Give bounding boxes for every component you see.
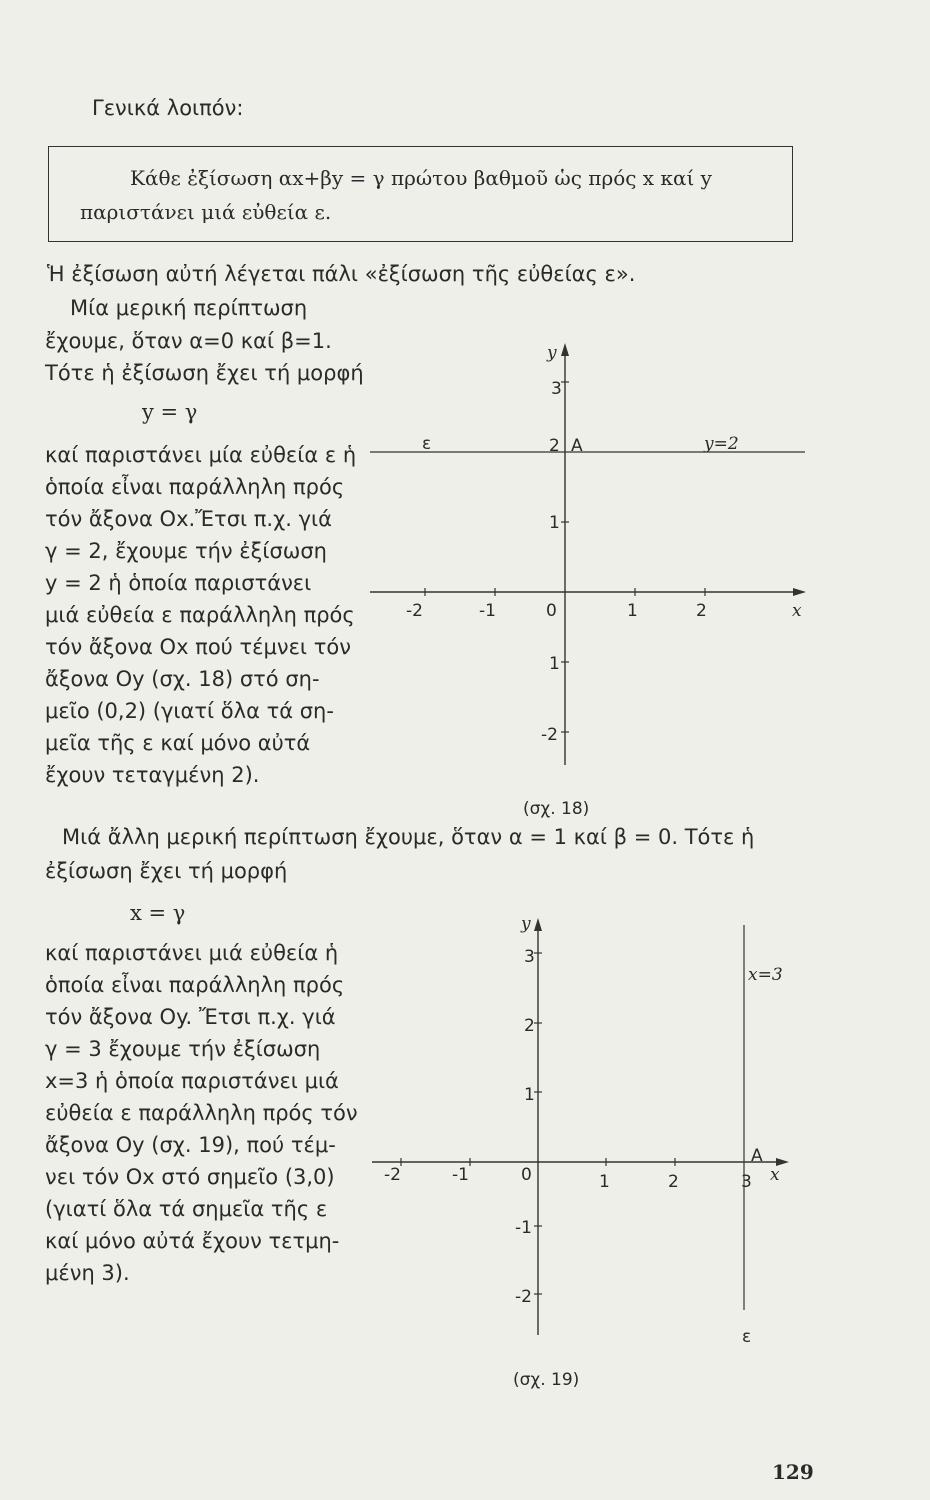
case1-desc-line: τόν ἄξονα Ox πού τέμνει τόν bbox=[45, 635, 351, 659]
case1-desc-line: ἔχουν τεταγμένη 2). bbox=[45, 763, 260, 787]
fig19-y-label: y bbox=[521, 914, 531, 934]
case1-line-2: ἔχουμε, ὅταν α=0 καί β=1. bbox=[45, 329, 332, 353]
fig19-point-label: A bbox=[751, 1146, 763, 1166]
case1-desc-line: γ = 2, ἔχουμε τήν ἐξίσωση bbox=[45, 539, 327, 563]
fig19-y-arrow bbox=[534, 918, 542, 931]
fig18-x-label: x bbox=[792, 601, 802, 621]
theorem-line-1: Κάθε ἐξίσωση αx+βy = γ πρώτου βαθμοῦ ὡς πρός x καί y bbox=[130, 166, 712, 190]
fig18-xtick-neg1: -1 bbox=[479, 601, 496, 621]
case2-line-2: ἐξίσωση ἔχει τή μορφή bbox=[45, 859, 288, 883]
fig19-x-label: x bbox=[770, 1165, 780, 1185]
fig18-xtick-neg2: -2 bbox=[406, 601, 423, 621]
fig18-y-arrow bbox=[561, 343, 569, 356]
fig19-ytick-1: 1 bbox=[524, 1085, 535, 1105]
fig19-xtick-1: 1 bbox=[599, 1172, 610, 1192]
case2-desc-line: εὐθεία ε παράλληλη πρός τόν bbox=[45, 1101, 358, 1125]
case2-desc-line: x=3 ἡ ὁποία παριστάνει μιά bbox=[45, 1069, 339, 1093]
case1-desc-line: μιά εὐθεία ε παράλληλη πρός bbox=[45, 603, 355, 627]
case1-desc-line: καί παριστάνει μία εὐθεία ε ἡ bbox=[45, 443, 357, 467]
case2-desc-line: ἄξονα Oy (σχ. 19), πού τέμ- bbox=[45, 1133, 336, 1157]
fig18-y-label: y bbox=[547, 343, 557, 363]
case1-desc-line: τόν ἄξονα Ox.Ἔτσι π.χ. γιά bbox=[45, 507, 332, 531]
theorem-line-2: παριστάνει μιά εὐθεία ε. bbox=[80, 200, 332, 224]
fig18-ytick-3: 3 bbox=[551, 379, 562, 399]
fig18-equation-label: y=2 bbox=[704, 434, 739, 454]
case2-desc-line: νει τόν Ox στό σημεῖο (3,0) bbox=[45, 1165, 335, 1189]
fig18-xtick-1: 1 bbox=[627, 601, 638, 621]
fig18-ytick-1: 1 bbox=[549, 513, 560, 533]
case1-desc-line: μεῖα τῆς ε καί μόνο αὐτά bbox=[45, 731, 311, 755]
case2-desc-line: μένη 3). bbox=[45, 1261, 130, 1285]
case2-line-1: Μιά ἄλλη μερική περίπτωση ἔχουμε, ὅταν α = 1 καί β = 0. Τότε ἡ bbox=[62, 825, 755, 849]
case1-equation: y = γ bbox=[142, 400, 198, 424]
fig18-xtick-0: 0 bbox=[546, 601, 557, 621]
case1-line-1: Μία μερική περίπτωση bbox=[70, 296, 308, 320]
fig18-ytick-neg1: 1 bbox=[549, 654, 560, 674]
fig19-xtick-neg2: -2 bbox=[384, 1165, 401, 1185]
fig18-x-arrow bbox=[793, 588, 806, 596]
case2-desc-line: καί παριστάνει μιά εὐθεία ἡ bbox=[45, 941, 339, 965]
fig18-caption: (σχ. 18) bbox=[523, 799, 590, 819]
case2-desc-line: ὁποία εἶναι παράλληλη πρός bbox=[45, 973, 345, 997]
page-number: 129 bbox=[772, 1460, 814, 1484]
fig18-xtick-2: 2 bbox=[696, 601, 707, 621]
case1-desc-line: μεῖο (0,2) (γιατί ὅλα τά ση- bbox=[45, 699, 334, 723]
fig18-ytick-2: 2 bbox=[549, 436, 560, 456]
case2-desc-line: καί μόνο αὐτά ἔχουν τετμη- bbox=[45, 1229, 340, 1253]
fig19-line-label: ε bbox=[742, 1327, 752, 1347]
fig19-xtick-2: 2 bbox=[668, 1172, 679, 1192]
fig18-point-label: A bbox=[571, 436, 583, 456]
fig19-xtick-0: 0 bbox=[521, 1165, 532, 1185]
fig19-xtick-neg1: -1 bbox=[452, 1165, 469, 1185]
fig19-ytick-neg2: -2 bbox=[515, 1287, 532, 1307]
heading: Γενικά λοιπόν: bbox=[92, 96, 244, 120]
fig19-equation-label: x=3 bbox=[748, 965, 783, 985]
case1-desc-line: ἄξονα Oy (σχ. 18) στό ση- bbox=[45, 667, 320, 691]
fig19-xtick-3: 3 bbox=[741, 1172, 752, 1192]
case2-desc-line: (γιατί ὅλα τά σημεῖα τῆς ε bbox=[45, 1197, 328, 1221]
case1-desc-line: y = 2 ἡ ὁποία παριστάνει bbox=[45, 571, 312, 595]
fig18-ytick-neg2: -2 bbox=[541, 725, 558, 745]
case1-desc-line: ὁποία εἶναι παράλληλη πρός bbox=[45, 475, 345, 499]
case2-desc-line: γ = 3 ἔχουμε τήν ἐξίσωση bbox=[45, 1037, 321, 1061]
after-theorem-text: Ἡ ἐξίσωση αὐτή λέγεται πάλι «ἐξίσωση τῆς εὐθείας ε». bbox=[47, 262, 636, 286]
case2-equation: x = γ bbox=[130, 901, 186, 925]
fig19-caption: (σχ. 19) bbox=[513, 1370, 580, 1390]
case2-desc-line: τόν ἄξονα Oy. Ἔτσι π.χ. γιά bbox=[45, 1005, 336, 1029]
fig19-ytick-neg1: -1 bbox=[515, 1218, 532, 1238]
case1-line-3: Τότε ἡ ἐξίσωση ἔχει τή μορφή bbox=[45, 361, 364, 385]
fig19-ytick-2: 2 bbox=[524, 1016, 535, 1036]
fig18-line-label: ε bbox=[422, 434, 432, 454]
fig19-ytick-3: 3 bbox=[524, 947, 535, 967]
